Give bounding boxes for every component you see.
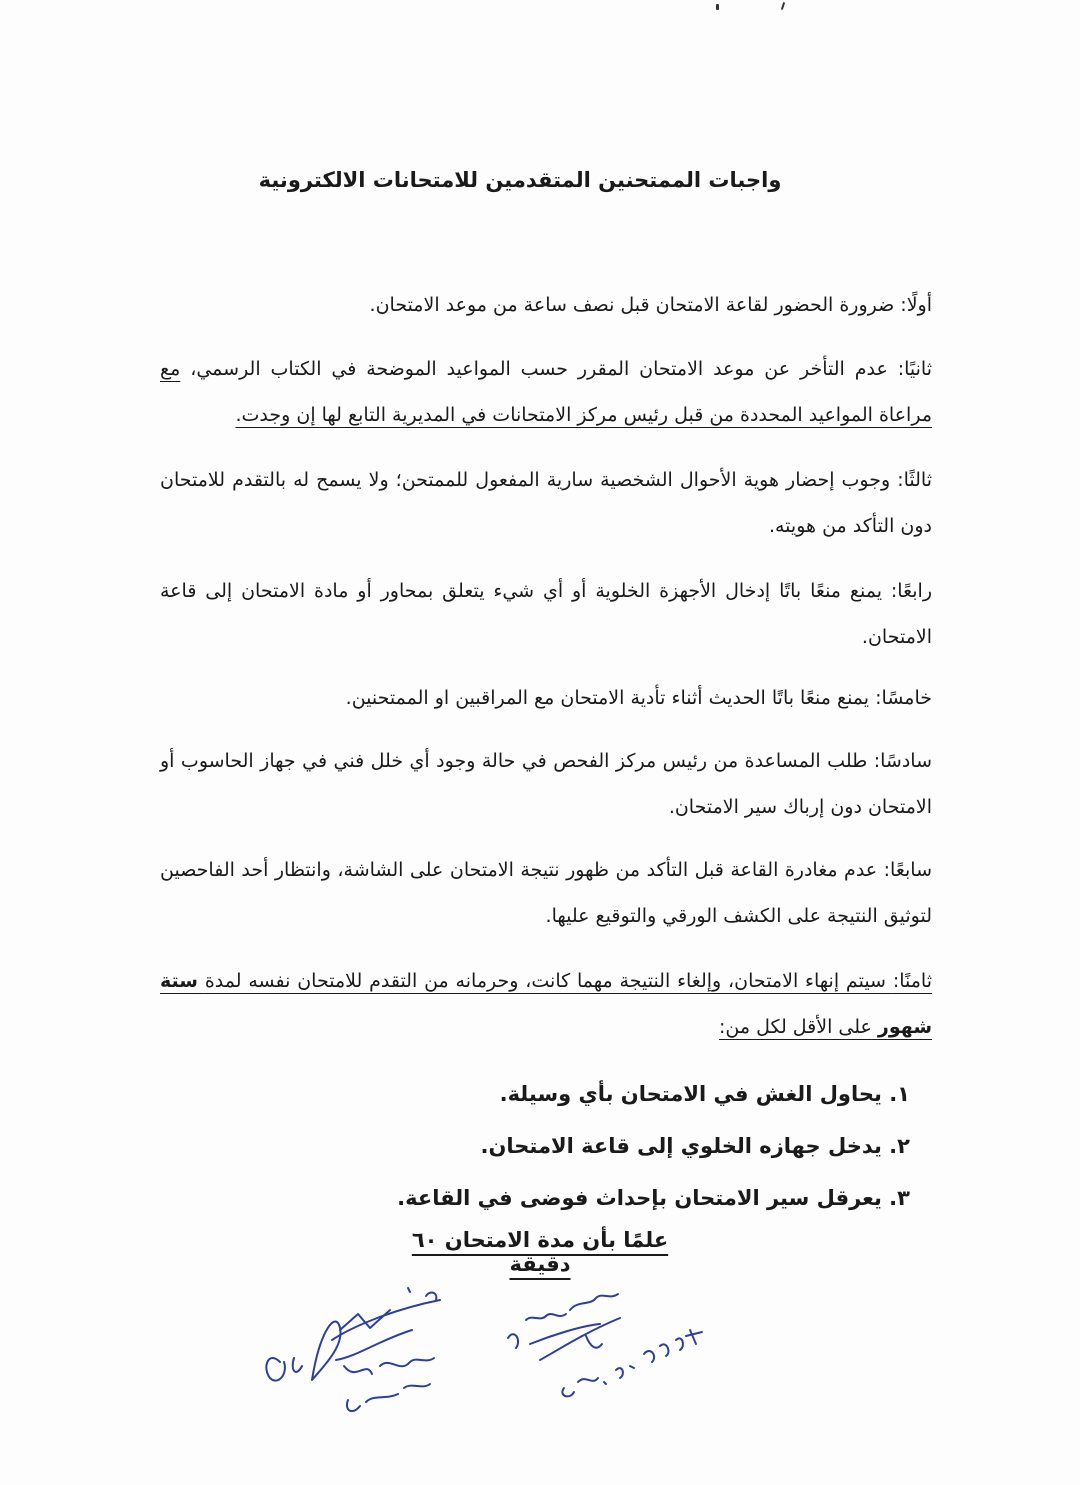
clause-text: على الأقل لكل من:: [718, 1016, 872, 1038]
clause-label: ثامنًا:: [892, 970, 932, 992]
clause-label: رابعًا:: [890, 580, 932, 602]
clause-1: [160, 282, 932, 328]
clause-5: [160, 675, 932, 721]
clause-label: ثالثًا:: [897, 469, 932, 491]
list-item: ١. يحاول الغش في الامتحان بأي وسيلة.: [499, 1082, 910, 1106]
clause-2: [160, 346, 932, 438]
document-title: واجبات الممتحنين المتقدمين للامتحانات الالكترونية: [258, 168, 782, 192]
list-item: ٢. يدخل جهازه الخلوي إلى قاعة الامتحان.: [480, 1134, 910, 1158]
exam-duration-note: علمًا بأن مدة الامتحان ٦٠ دقيقة: [411, 1228, 669, 1276]
clause-text: سيتم إنهاء الامتحان، وإلغاء النتيجة مهما كانت، وحرمانه من التقدم للامتحان نفسه لمدة: [204, 970, 886, 992]
clause-label: سابعًا:: [883, 859, 932, 881]
clause-text: عدم التأخر عن موعد الامتحان المقرر حسب المواعيد الموضحة في الكتاب الرسمي،: [190, 358, 888, 380]
scan-speck: [781, 2, 785, 10]
clause-text-bold: ستة شهور: [160, 970, 932, 1038]
clause-3: [160, 457, 932, 549]
clause-4: [160, 568, 932, 660]
clause-text-underlined: مع مراعاة المواعيد المحددة من قبل رئيس مركز الامتحانات في المديرية التابع لها إن وجدت.: [160, 358, 932, 426]
right-signature: [508, 1294, 702, 1396]
clause-text: طلب المساعدة من رئيس مركز الفحص في حالة وجود أي خلل فني في جهاز الحاسوب أو الامتحان دون إرباك سير الامتحان.: [160, 750, 932, 818]
list-item: ٣. يعرقل سير الامتحان بإحداث فوضى في القاعة.: [397, 1186, 910, 1210]
clause-label: خامسًا:: [875, 687, 932, 709]
violations-list: [300, 1068, 910, 1224]
clause-text: يمنع منعًا باتًا إدخال الأجهزة الخلوية أو أي شيء يتعلق بمحاور أو مادة الامتحان إلى قاعة الامتحان.: [160, 580, 932, 648]
clause-text: ضرورة الحضور لقاعة الامتحان قبل نصف ساعة من موعد الامتحان.: [369, 294, 895, 316]
clause-label: سادسًا:: [873, 750, 932, 772]
left-signature: [266, 1288, 440, 1411]
clause-6: [160, 738, 932, 830]
clause-7: [160, 847, 932, 939]
clause-label: أولًا:: [900, 294, 932, 316]
scan-speck: [716, 4, 719, 10]
clause-8: [160, 958, 932, 1050]
clause-label: ثانيًا:: [897, 358, 932, 380]
clause-text: يمنع منعًا باتًا الحديث أثناء تأدية الامتحان مع المراقبين او الممتحنين.: [345, 687, 870, 709]
clause-text: عدم مغادرة القاعة قبل التأكد من ظهور نتيجة الامتحان على الشاشة، وانتظار أحد الفاحصين لتوثيق النتيجة على الكشف الورقي والتوقيع عليها.: [160, 859, 932, 927]
handwritten-signatures: [240, 1270, 740, 1450]
clause-text: وجوب إحضار هوية الأحوال الشخصية سارية المفعول للممتحن؛ ولا يسمح له بالتقدم للامتحان دون التأكد من هويته.: [160, 469, 932, 537]
